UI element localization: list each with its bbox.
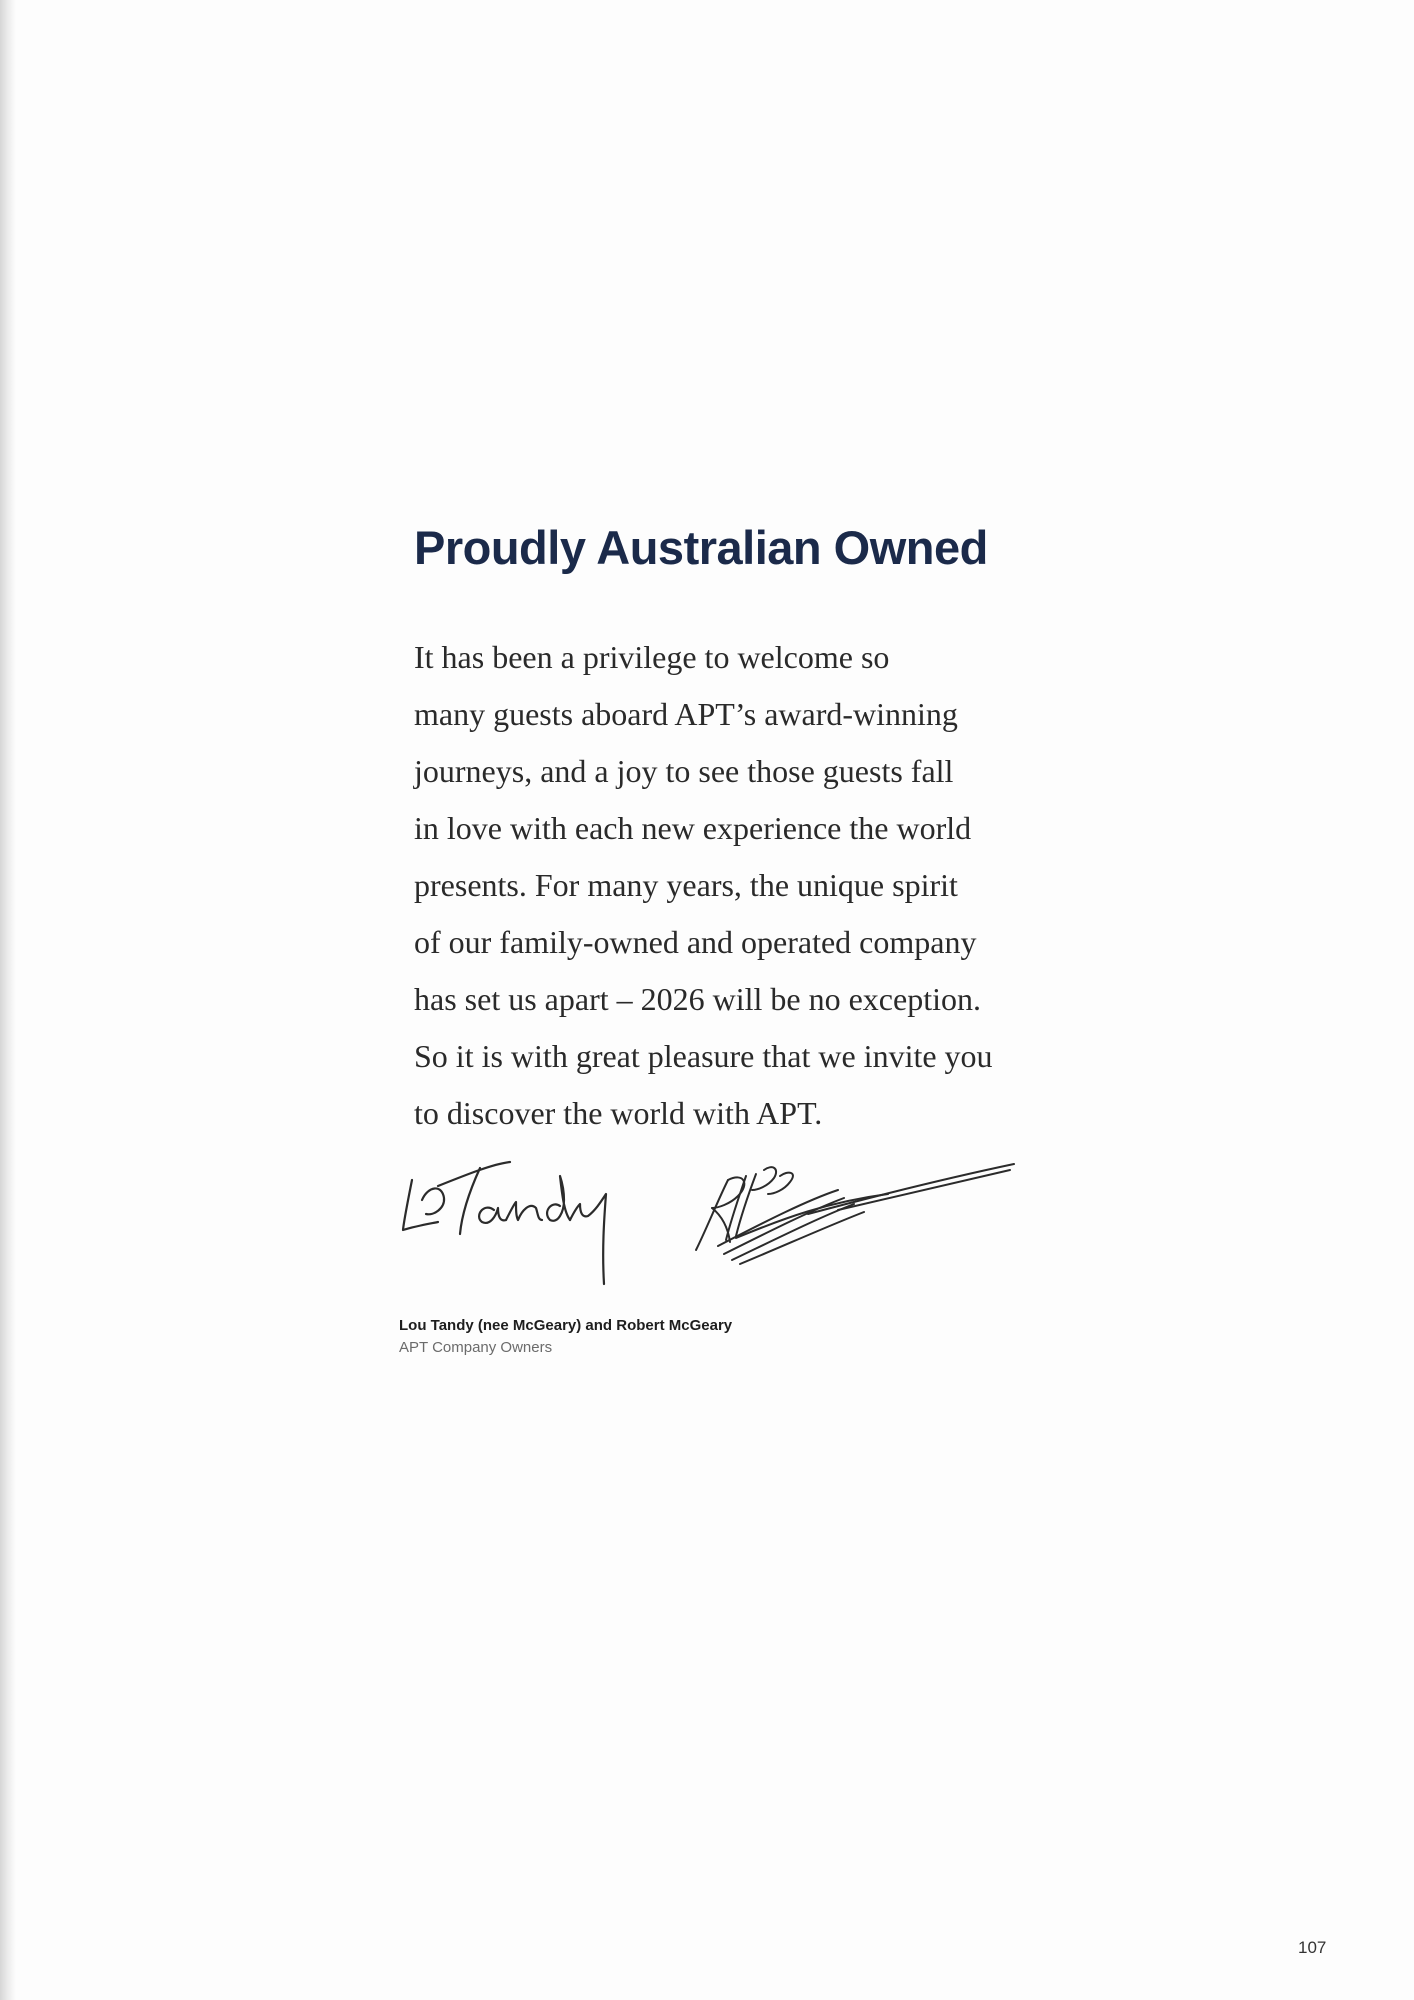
signature-block xyxy=(398,1150,1018,1300)
body-line: many guests aboard APT’s award-winning xyxy=(414,696,958,733)
body-line: presents. For many years, the unique spirit xyxy=(414,867,958,904)
letter-content xyxy=(414,520,1034,1142)
page-title: Proudly Australian Owned xyxy=(414,521,988,574)
letter-body xyxy=(414,629,1034,1142)
body-line: of our family-owned and operated company xyxy=(414,924,977,961)
body-line: to discover the world with APT. xyxy=(414,1095,823,1132)
body-line: So it is with great pleasure that we invite you xyxy=(414,1038,993,1075)
page-spine-shadow xyxy=(0,0,16,2000)
page-number: 107 xyxy=(1298,1938,1327,1957)
signatory-names: Lou Tandy (nee McGeary) and Robert McGeary xyxy=(399,1317,733,1334)
signature-lou-tandy-icon xyxy=(398,1150,658,1300)
body-line: It has been a privilege to welcome so xyxy=(414,639,890,676)
body-line: in love with each new experience the world xyxy=(414,810,972,847)
signatory-role: APT Company Owners xyxy=(399,1339,553,1356)
body-line: journeys, and a joy to see those guests fall xyxy=(414,753,954,790)
body-line: has set us apart – 2026 will be no exception. xyxy=(414,981,981,1018)
signature-robert-mcgeary-icon xyxy=(688,1150,1018,1290)
signatories xyxy=(399,1315,999,1359)
